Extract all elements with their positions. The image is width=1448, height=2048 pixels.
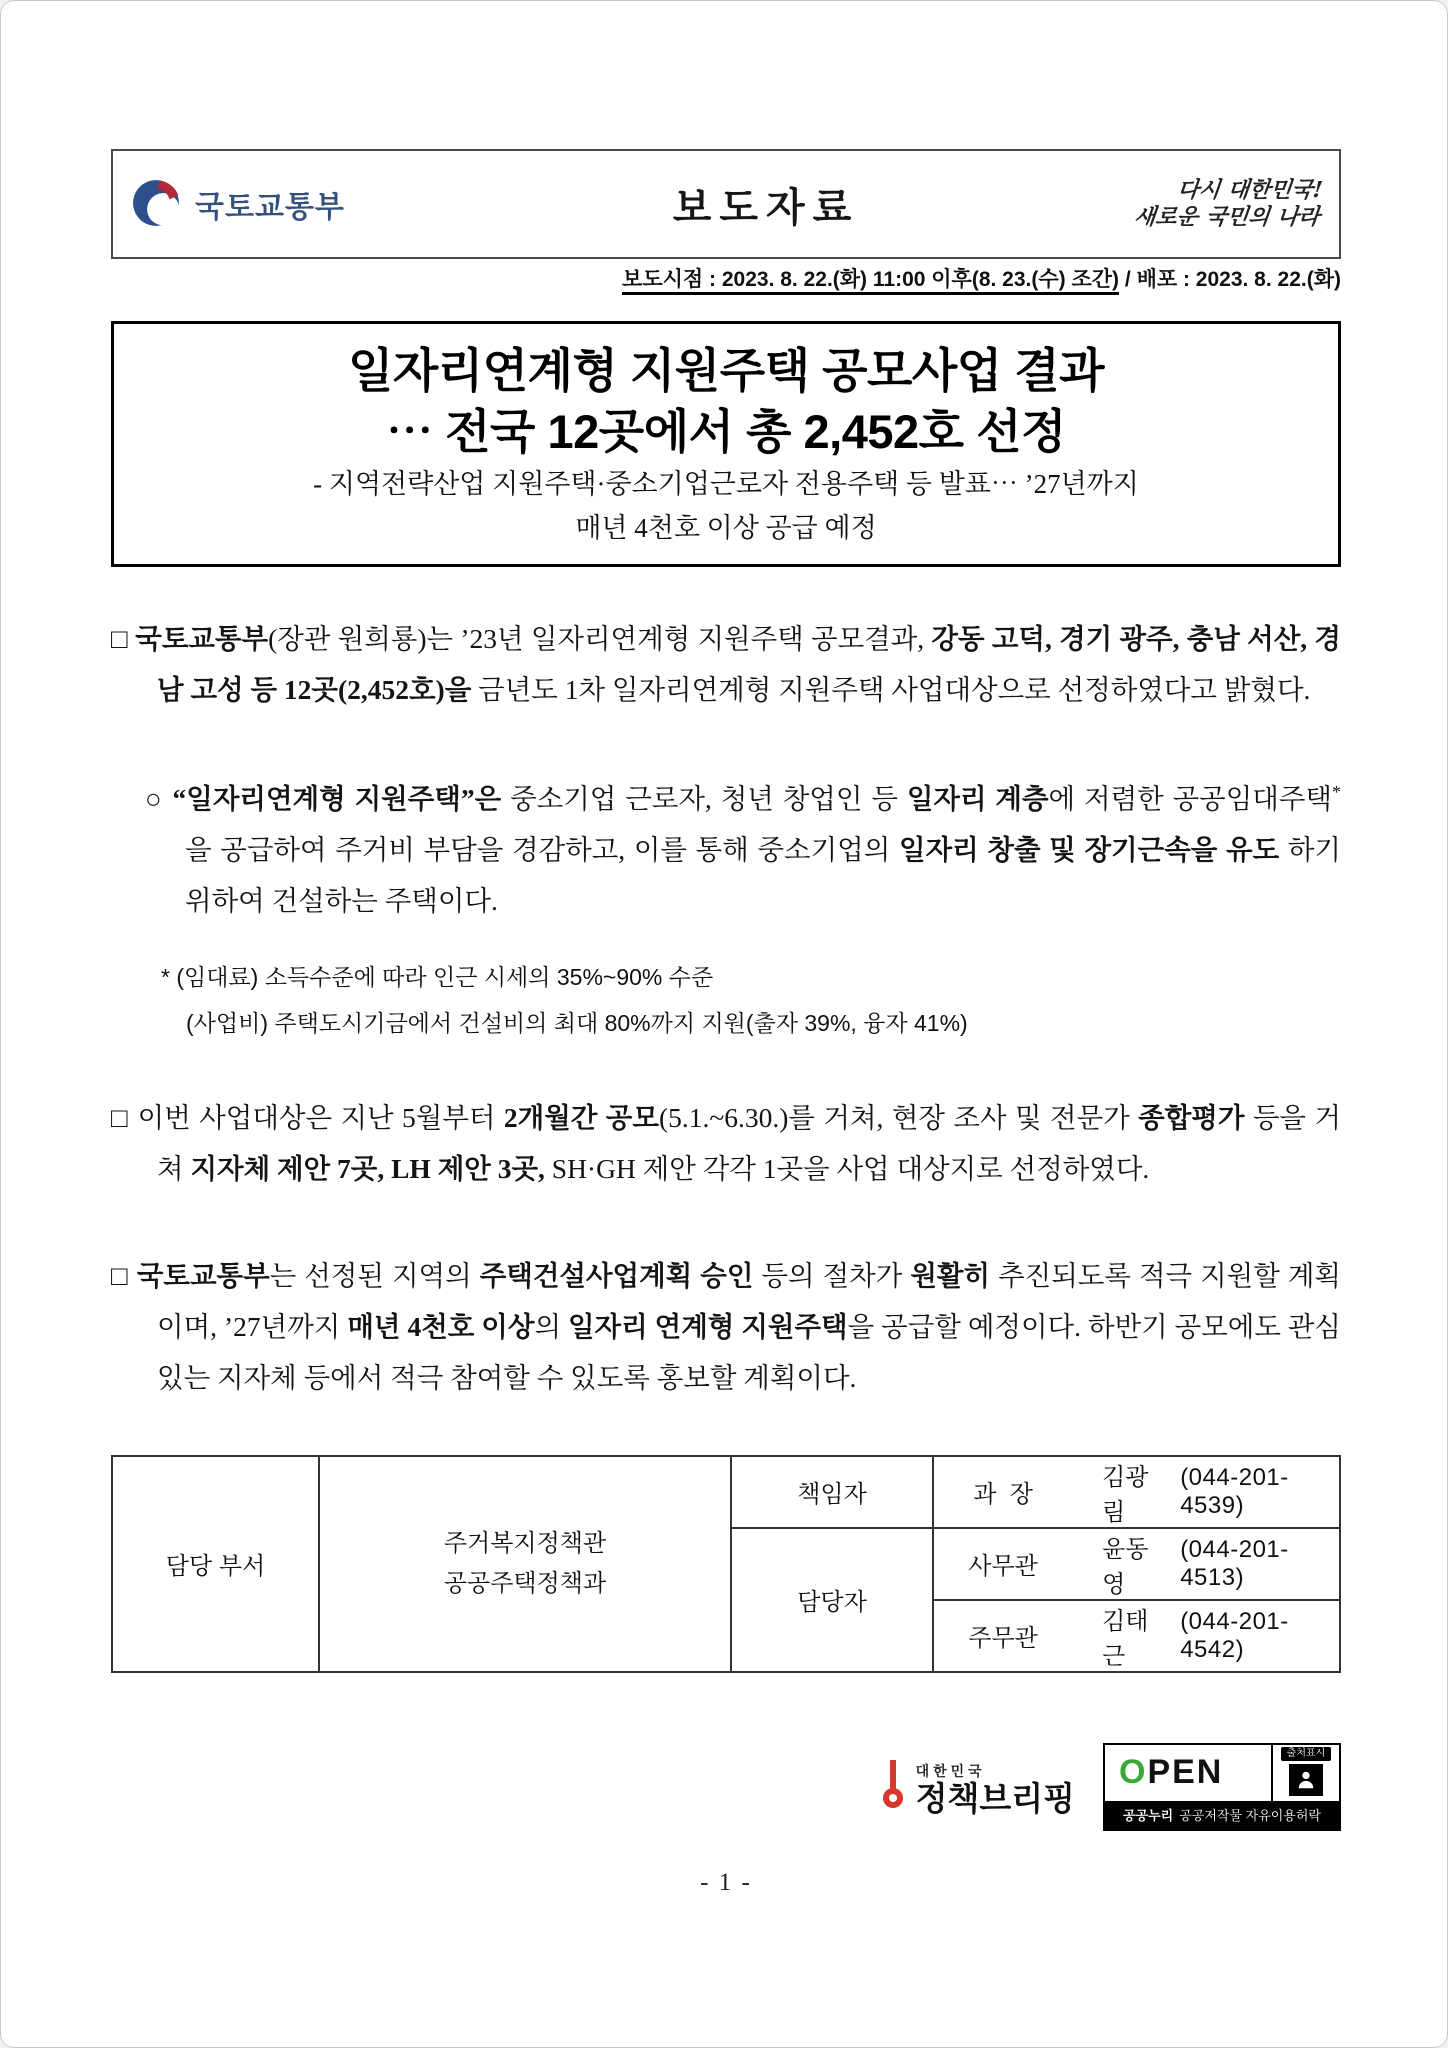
open-wordmark bbox=[1105, 1745, 1271, 1801]
dept-label-cell: 담당 부서 bbox=[112, 1456, 319, 1672]
doc-type-title: 보도자료 bbox=[672, 185, 860, 230]
footnote-asterisk: * bbox=[1332, 781, 1341, 802]
headline-line-1: 일자리연계형 지원주택 공모사업 결과 bbox=[347, 344, 1105, 397]
text-segment: 원활히 bbox=[910, 1259, 991, 1291]
ministry-name: 국토교통부 bbox=[195, 191, 345, 224]
text-segment: 하기 위하여 건설하는 주택이다. bbox=[185, 834, 1341, 916]
policy-briefing-logo bbox=[878, 1758, 1075, 1815]
ministry-logo-group bbox=[131, 176, 461, 233]
open-letter-o: O bbox=[1119, 1753, 1148, 1791]
page-number: - 1 - bbox=[700, 1868, 752, 1896]
document-content bbox=[111, 149, 1341, 1897]
open-source-block bbox=[1271, 1745, 1339, 1801]
contact-row bbox=[934, 1601, 1339, 1671]
contact-cell bbox=[933, 1456, 1340, 1528]
source-attribution-label: 출처표시 bbox=[1281, 1747, 1332, 1761]
press-release-header bbox=[111, 149, 1341, 259]
contact-phone: (044-201-4513) bbox=[1180, 1535, 1289, 1591]
text-segment: 지자체 제안 7곳, LH 제안 3곳, bbox=[190, 1152, 545, 1184]
text-segment: 등을 거쳐 bbox=[157, 1101, 1341, 1184]
paragraph-2 bbox=[145, 773, 1341, 926]
contact-cell bbox=[933, 1600, 1340, 1672]
text-segment: 강동 고덕, 경기 광주, 충남 서산, 경남 고성 등 12곳(2,452호)을 bbox=[157, 623, 1341, 705]
footnote-line-2: (사업비) 주택도시기금에서 건설비의 최대 80%까지 지원(출자 39%, 융자 41%) bbox=[186, 1009, 968, 1036]
text-segment: 는 선정된 지역의 bbox=[269, 1259, 480, 1291]
text-segment: (5.1.~6.30.)를 거쳐, 현장 조사 및 전문가 bbox=[658, 1101, 1139, 1133]
dept-name-cell bbox=[319, 1456, 731, 1672]
kogl-name: 공공누리 bbox=[1123, 1808, 1174, 1823]
contact-phone: (044-201-4539) bbox=[1180, 1463, 1289, 1519]
text-segment: 일자리 연계형 지원주택 bbox=[567, 1310, 848, 1342]
briefing-country-label: 대한민국 bbox=[915, 1763, 986, 1779]
table-row bbox=[112, 1456, 1340, 1528]
bullet-square: □ bbox=[111, 623, 136, 654]
contact-name: 김태근 bbox=[1102, 1607, 1149, 1670]
contact-cell bbox=[933, 1528, 1340, 1600]
kogl-license-text: 공공저작물 자유이용허락 bbox=[1179, 1808, 1321, 1823]
text-segment: 을 공급할 예정이다. 하반기 공모에도 관심 있는 지자체 등에서 적극 참여할 수 있도록 홍보할 계획이다. bbox=[157, 1310, 1341, 1393]
briefing-title: 정책브리핑 bbox=[915, 1780, 1075, 1817]
footnote-line-1: * (임대료) 소득수준에 따라 인근 시세의 35%~90% 수준 bbox=[161, 963, 714, 990]
contact-row bbox=[934, 1457, 1339, 1527]
text-segment: “일자리연계형 지원주택”은 bbox=[172, 783, 502, 814]
paragraph-3 bbox=[111, 1092, 1341, 1194]
subtitle-line-2: 매년 4천호 이상 공급 예정 bbox=[575, 513, 877, 543]
bullet-circle: ○ bbox=[145, 783, 173, 814]
text-segment: 중소기업 근로자, 청년 창업인 등 bbox=[501, 783, 907, 814]
text-segment: 일자리 창출 및 장기근속을 유도 bbox=[899, 834, 1280, 865]
text-segment: (장관 원희룡)는 ’23년 일자리연계형 지원주택 공모결과, bbox=[268, 623, 932, 654]
molit-logo-icon bbox=[131, 176, 183, 233]
bullet-square: □ bbox=[111, 1259, 137, 1291]
dept-line-2: 공공주택정책과 bbox=[443, 1569, 607, 1597]
kogl-license-bar bbox=[1105, 1801, 1339, 1829]
contact-row bbox=[934, 1529, 1339, 1599]
bullet-square: □ bbox=[111, 1101, 138, 1133]
text-segment: 국토교통부 bbox=[136, 1259, 270, 1291]
headline-line-2: ⋯ 전국 12곳에서 총 2,452호 선정 bbox=[386, 405, 1066, 458]
text-segment: 의 bbox=[534, 1310, 568, 1342]
text-segment: 이번 사업대상은 지난 5월부터 bbox=[137, 1101, 504, 1133]
text-segment: 2개월간 공모 bbox=[503, 1101, 659, 1133]
slogan-line-2: 새로운 국민의 나라 bbox=[1132, 204, 1321, 230]
dept-line-1: 주거복지정책관 bbox=[443, 1529, 607, 1557]
text-segment: 주택건설사업계획 승인 bbox=[479, 1259, 754, 1291]
role-cell: 책임자 bbox=[731, 1456, 933, 1528]
text-segment: 등의 절차가 bbox=[753, 1259, 911, 1291]
text-segment: 을 공급하여 주거비 부담을 경감하고, 이를 통해 중소기업의 bbox=[185, 834, 900, 865]
footer-logos bbox=[111, 1743, 1341, 1831]
contact-phone: (044-201-4542) bbox=[1180, 1607, 1289, 1663]
contact-name: 김광림 bbox=[1102, 1463, 1149, 1526]
release-timing-underlined: 보도시점 : 2023. 8. 22.(화) 11:00 이후(8. 23.(수) 조간) bbox=[622, 268, 1119, 295]
open-letters-pen: PEN bbox=[1147, 1753, 1224, 1791]
slogan-line-1: 다시 대한민국! bbox=[1176, 177, 1324, 203]
text-segment: 금년도 1차 일자리연계형 지원주택 사업대상으로 선정하였다고 밝혔다. bbox=[471, 674, 1311, 705]
paragraph-4 bbox=[111, 1250, 1341, 1403]
contact-title: 주무관 bbox=[968, 1625, 1038, 1652]
briefing-text-group bbox=[916, 1764, 1075, 1815]
kogl-open-badge bbox=[1103, 1743, 1341, 1831]
contact-name: 윤동영 bbox=[1102, 1535, 1149, 1598]
person-icon bbox=[1289, 1764, 1323, 1796]
subtitle-line-1: - 지역전략산업 지원주택·중소기업근로자 전용주택 등 발표⋯ ’27년까지 bbox=[313, 469, 1139, 499]
contact-title: 과 장 bbox=[973, 1481, 1033, 1508]
paragraph-1 bbox=[111, 613, 1341, 715]
text-segment: 일자리 계층 bbox=[906, 783, 1049, 814]
contact-table bbox=[111, 1455, 1341, 1673]
text-segment: 매년 4천호 이상 bbox=[347, 1310, 535, 1342]
text-segment: 추진되도록 적극 지원할 계획이며, ’27년까지 bbox=[157, 1259, 1341, 1342]
release-timing-line bbox=[111, 263, 1341, 299]
text-segment: 에 저렴한 공공임대주택 bbox=[1048, 783, 1332, 814]
text-segment: 국토교통부 bbox=[135, 623, 269, 654]
headline-box bbox=[111, 321, 1341, 567]
footnote-block bbox=[111, 954, 1341, 1046]
contact-title: 사무관 bbox=[968, 1553, 1038, 1580]
briefing-brush-icon bbox=[878, 1758, 908, 1815]
text-segment: 종합평가 bbox=[1138, 1101, 1245, 1133]
open-badge-top bbox=[1105, 1745, 1339, 1801]
government-slogan bbox=[1068, 177, 1324, 231]
text-segment: SH·GH 제안 각각 1곳을 사업 대상지로 선정하였다. bbox=[544, 1152, 1150, 1184]
release-timing-rest: / 배포 : 2023. 8. 22.(화) bbox=[1119, 268, 1341, 291]
role-cell: 담당자 bbox=[731, 1528, 933, 1672]
